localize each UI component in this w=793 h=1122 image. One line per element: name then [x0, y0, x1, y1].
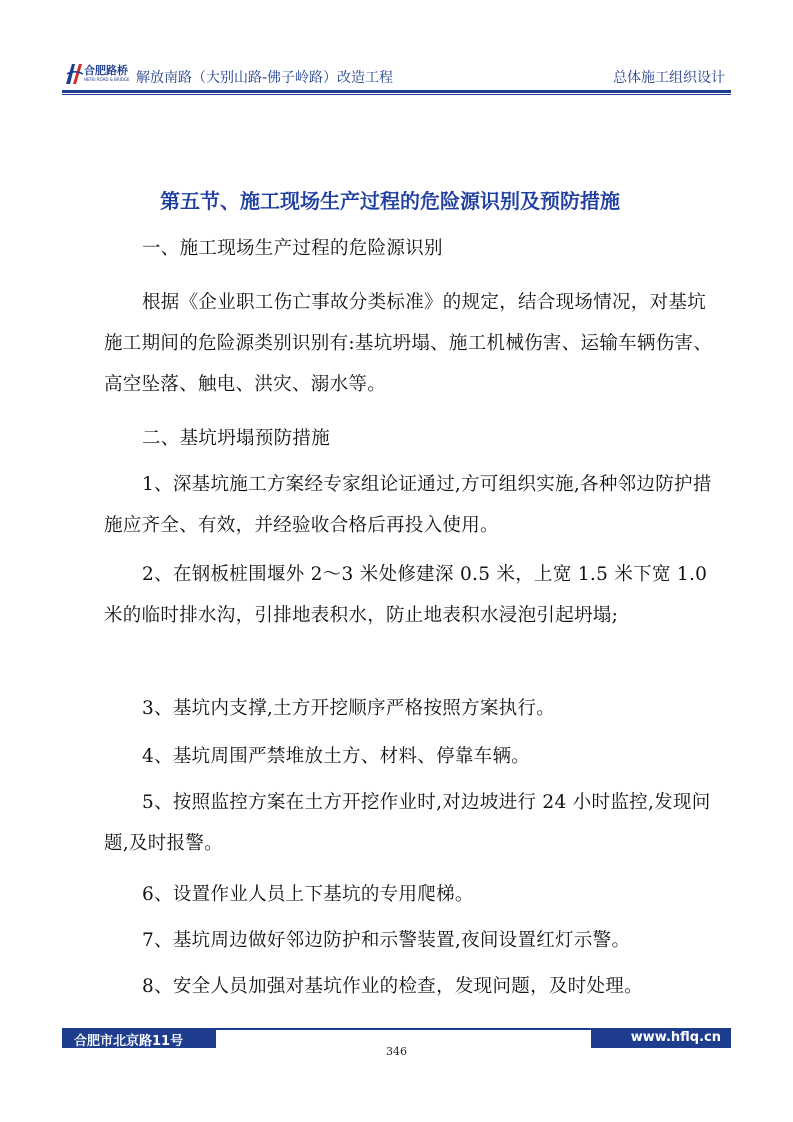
subheading-hazard-identification: 一、施工现场生产过程的危险源识别 — [142, 238, 443, 259]
logo-text: 合肥路桥 — [84, 64, 128, 77]
list-item-3: 3、基坑内支撑,土方开挖顺序严格按照方案执行。 — [142, 698, 556, 719]
footer-website: www.hflq.cn — [630, 1030, 721, 1045]
document-title: 总体施工组织设计 — [613, 70, 725, 86]
section-title: 第五节、施工现场生产过程的危险源识别及预防措施 — [160, 189, 620, 213]
list-item-2: 2、在钢板桩围堰外 2～3 米处修建深 0.5 米，上宽 1.5 米下宽 1.0 米的临时排水沟，引排地表积水，防止地表积水浸泡引起坍塌; — [104, 564, 708, 626]
page-header — [62, 58, 731, 94]
list-item-1: 1、深基坑施工方案经专家组论证通过,方可组织实施,各种邻边防护措施应齐全、有效，并经验收合格后再投入使用。 — [104, 474, 712, 536]
list-item-8: 8、安全人员加强对基坑作业的检查，发现问题，及时处理。 — [142, 976, 643, 997]
logo-mark-icon — [64, 62, 84, 86]
header-rule-thin — [62, 94, 731, 95]
page-number: 346 — [386, 1045, 407, 1058]
footer-address: 合肥市北京路11号 — [74, 1034, 184, 1049]
list-item-4: 4、基坑周围严禁堆放土方、材料、停靠车辆。 — [142, 746, 531, 767]
subheading-collapse-prevention: 二、基坑坍塌预防措施 — [142, 428, 331, 449]
list-item-7: 7、基坑周边做好邻边防护和示警装置,夜间设置红灯示警。 — [142, 930, 631, 951]
paragraph-hazard-list: 根据《企业职工伤亡事故分类标准》的规定，结合现场情况，对基坑施工期间的危险源类别识别有:基坑坍塌、施工机械伤害、运输车辆伤害、高空坠落、触电、洪灾、溺水等。 — [104, 292, 713, 395]
company-logo — [64, 62, 134, 92]
project-title: 解放南路（大别山路-佛子岭路）改造工程 — [136, 70, 394, 86]
logo-subtext: HEFEI ROAD & BRIDGE — [84, 77, 130, 82]
list-item-5: 5、按照监控方案在土方开挖作业时,对边坡进行 24 小时监控,发现问题,及时报警。 — [104, 792, 711, 854]
header-rule — [62, 90, 731, 93]
list-item-6: 6、设置作业人员上下基坑的专用爬梯。 — [142, 884, 474, 905]
